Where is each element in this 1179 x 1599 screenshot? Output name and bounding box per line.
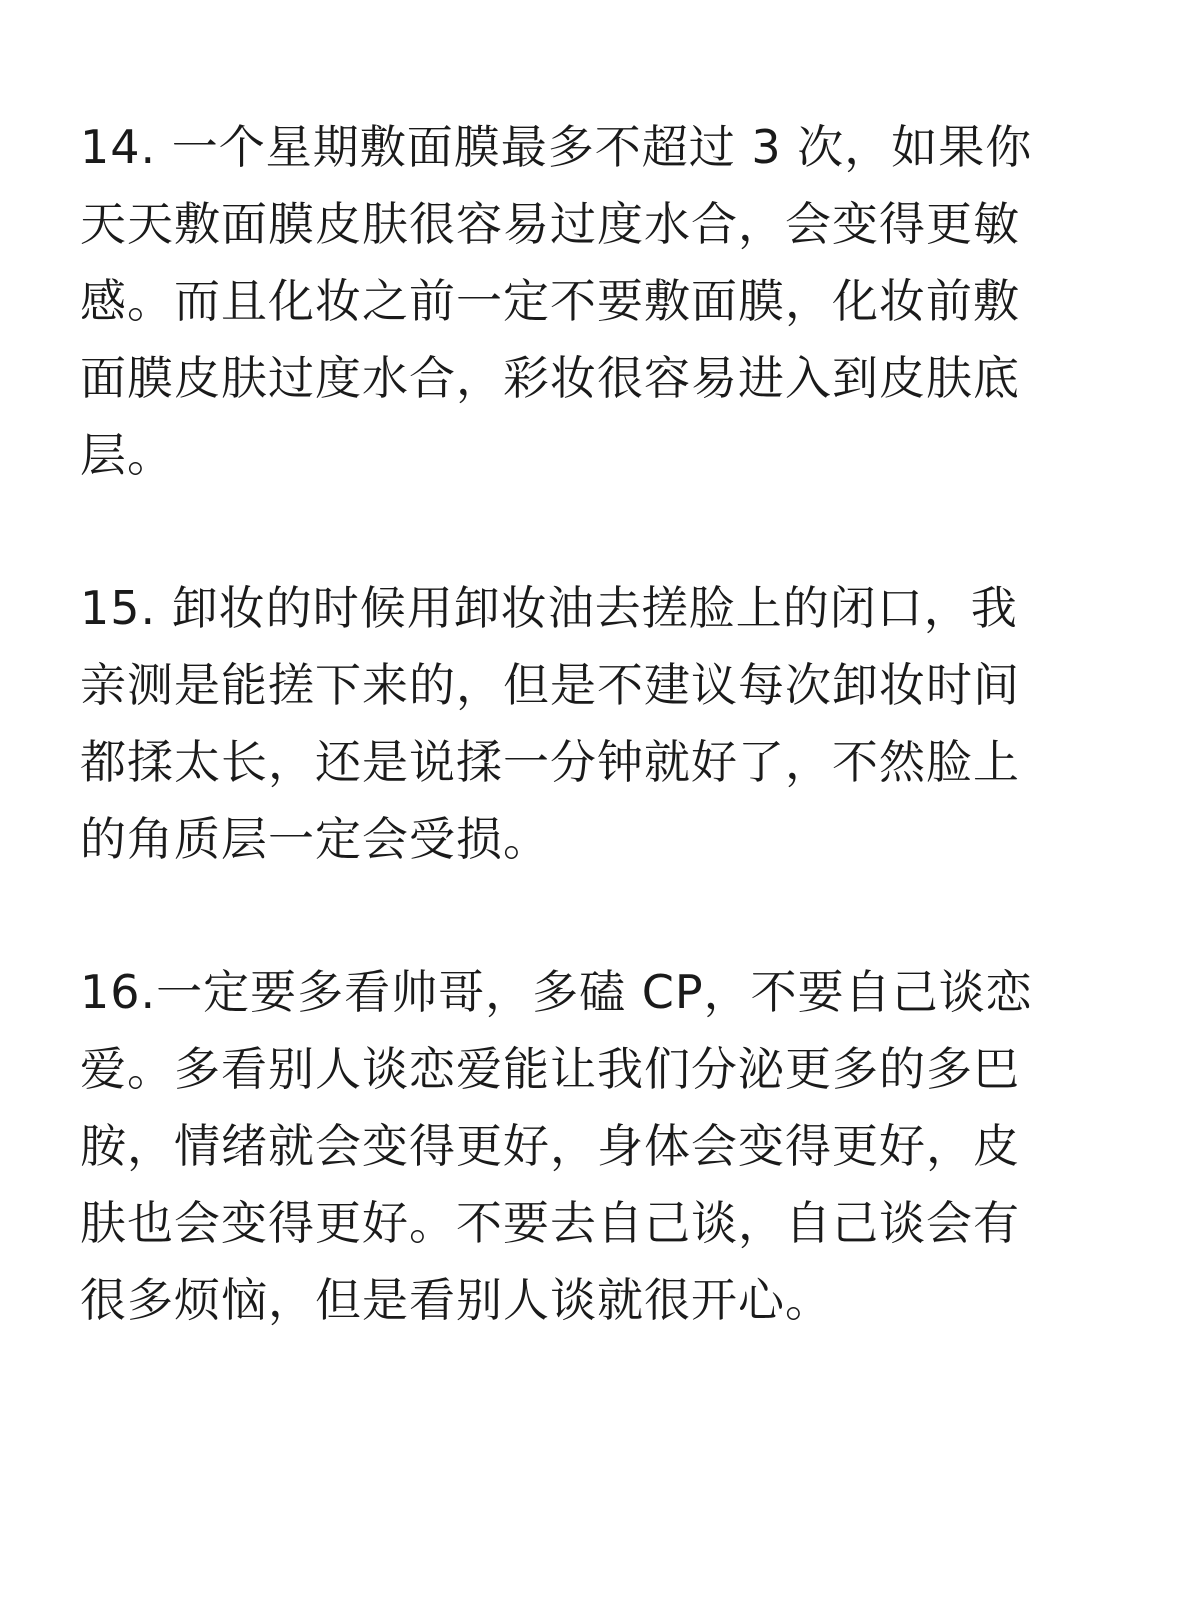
text-line: 15. 卸妆的时候用卸妆油去搓脸上的闭口，我 <box>80 581 1018 635</box>
tip-paragraph-15 <box>80 570 1020 878</box>
tip-paragraph-16 <box>80 954 1033 1339</box>
text-line: 爱。多看别人谈恋爱能让我们分泌更多的多巴 <box>80 1042 1020 1096</box>
text-line: 很多烦恼，但是看别人谈就很开心。 <box>80 1273 832 1327</box>
text-line: 14. 一个星期敷面膜最多不超过 3 次，如果你 <box>80 120 1033 174</box>
text-line: 面膜皮肤过度水合，彩妆很容易进入到皮肤底 <box>80 351 1020 405</box>
text-line: 天天敷面膜皮肤很容易过度水合，会变得更敏 <box>80 197 1020 251</box>
text-line: 亲测是能搓下来的，但是不建议每次卸妆时间 <box>80 658 1020 712</box>
text-line: 感。而且化妆之前一定不要敷面膜，化妆前敷 <box>80 274 1020 328</box>
tip-paragraph-14 <box>80 109 1032 494</box>
text-line: 都揉太长，还是说揉一分钟就好了，不然脸上 <box>80 735 1020 789</box>
text-line: 肤也会变得更好。不要去自己谈，自己谈会有 <box>80 1196 1020 1250</box>
text-line: 胺，情绪就会变得更好，身体会变得更好，皮 <box>80 1119 1020 1173</box>
text-line: 16.一定要多看帅哥，多磕 CP，不要自己谈恋 <box>80 965 1033 1019</box>
text-line: 的角质层一定会受损。 <box>80 812 550 866</box>
text-line: 层。 <box>80 428 174 482</box>
